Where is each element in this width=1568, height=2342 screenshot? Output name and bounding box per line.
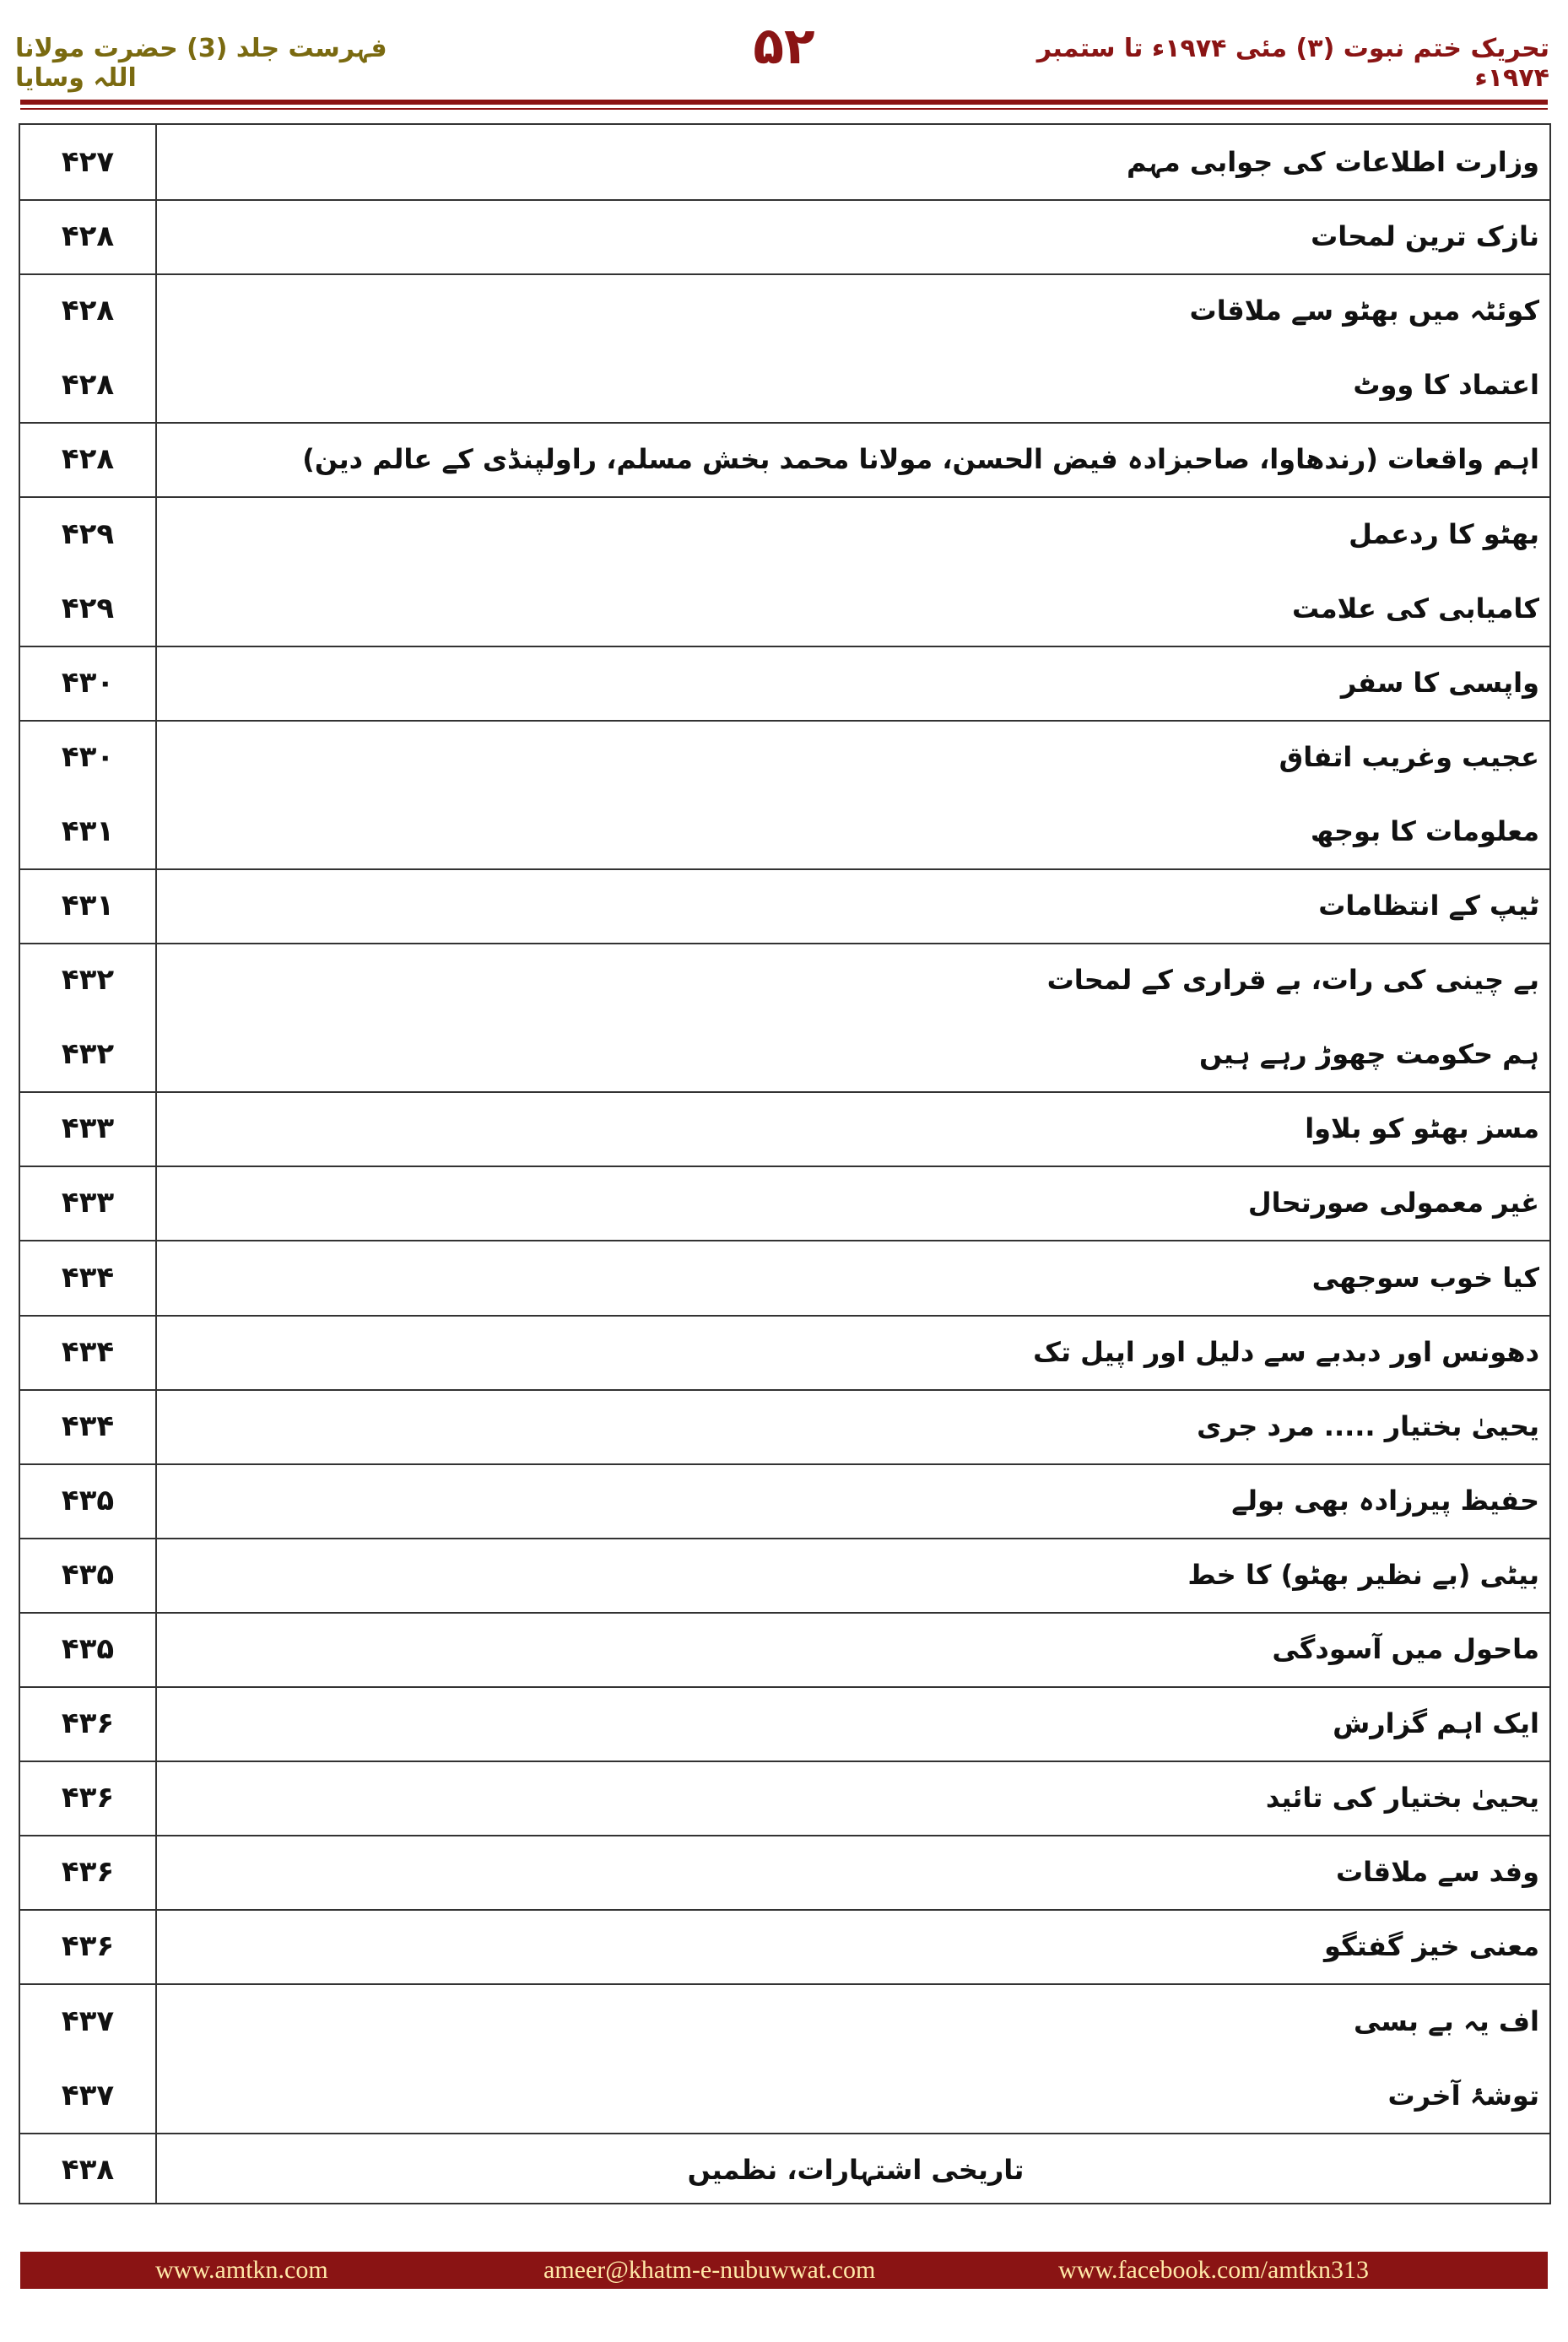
toc-entry-title: ہم حکومت چھوڑ رہے ہیں <box>1198 1038 1539 1071</box>
toc-entry-title: عجیب وغریب اتفاق <box>1279 740 1539 773</box>
toc-row <box>20 348 1549 424</box>
toc-row <box>20 1612 1549 1688</box>
toc-entry-title: یحییٰ بختیار کی تائید <box>1265 1782 1539 1815</box>
toc-entry-page: ۴۳۵ <box>61 1557 115 1592</box>
toc-entry-title: تاریخی اشتہارات، نظمیں <box>687 2153 1025 2186</box>
toc-entry-page: ۴۲۸ <box>61 442 115 477</box>
toc-row <box>20 1017 1549 1093</box>
toc-entry-page: ۴۳۷ <box>61 2004 115 2038</box>
toc-entry-title: ٹیپ کے انتظامات <box>1318 890 1539 922</box>
toc-entry-page: ۴۳۸ <box>61 2152 115 2187</box>
toc-row <box>20 1389 1549 1465</box>
toc-row <box>20 720 1549 794</box>
toc-row <box>20 646 1549 722</box>
toc-entry-title: توشۂ آخرت <box>1387 2079 1539 2112</box>
toc-entry-page: ۴۲۸ <box>61 294 115 328</box>
toc-entry-title: بیٹی (بے نظیر بھٹو) کا خط <box>1187 1558 1539 1591</box>
toc-entry-page: ۴۳۷ <box>61 2078 115 2112</box>
toc-entry-title: دھونس اور دبدبے سے دلیل اور اپیل تک <box>1033 1335 1539 1368</box>
toc-entry-page: ۴۳۴ <box>61 1334 115 1369</box>
table-of-contents <box>19 123 1551 2204</box>
header-rule-thick <box>20 100 1548 105</box>
toc-entry-page: ۴۳۵ <box>61 1483 115 1517</box>
toc-entry-page: ۴۳۴ <box>61 1260 115 1295</box>
toc-entry-page: ۴۳۰ <box>61 739 115 774</box>
toc-entry-title: بے چینی کی رات، بے قراری کے لمحات <box>1046 964 1539 997</box>
toc-entry-title: حفیظ پیرزادہ بھی بولے <box>1231 1484 1539 1517</box>
toc-row <box>20 1463 1549 1539</box>
toc-row <box>20 1241 1549 1317</box>
toc-entry-page: ۴۳۶ <box>61 1929 115 1964</box>
toc-entry-title: اہم واقعات (رندھاوا، صاحبزادہ فیض الحسن، مولانا محمد بخش مسلم، راولپنڈی کے عالم دین) <box>302 443 1539 476</box>
toc-entry-page: ۴۳۵ <box>61 1632 115 1666</box>
toc-row <box>20 868 1549 944</box>
toc-row <box>20 2133 1549 2207</box>
toc-entry-page: ۴۲۷ <box>61 145 115 179</box>
book-title: تحریک ختم نبوت (۳) مئی ۱۹۷۴ء تا ستمبر ۱۹۷۴ء <box>1036 34 1549 93</box>
toc-row <box>20 1909 1549 1985</box>
page-number: ۵۲ <box>753 17 815 76</box>
page-footer <box>20 2252 1548 2289</box>
toc-row <box>20 1835 1549 1911</box>
toc-entry-title: یحییٰ بختیار ..... مرد جری <box>1197 1409 1539 1442</box>
toc-entry-title: وزارت اطلاعات کی جوابی مہم <box>1127 146 1539 178</box>
toc-row <box>20 497 1549 571</box>
toc-entry-title: معلومات کا بوجھ <box>1310 814 1539 847</box>
toc-row <box>20 1538 1549 1614</box>
toc-entry-title: بھٹو کا ردعمل <box>1349 517 1539 550</box>
toc-entry-page: ۴۳۰ <box>61 665 115 700</box>
toc-entry-page: ۴۳۴ <box>61 1409 115 1443</box>
toc-entry-page: ۴۳۲ <box>61 963 115 998</box>
toc-entry-page: ۴۳۳ <box>61 1186 115 1220</box>
toc-row <box>20 199 1549 275</box>
toc-row <box>20 2058 1549 2134</box>
email-link[interactable]: ameer@khatm-e-nubuwwat.com <box>543 2256 876 2284</box>
toc-entry-title: واپسی کا سفر <box>1340 666 1539 699</box>
toc-entry-page: ۴۳۱ <box>61 889 115 922</box>
toc-entry-title: کامیابی کی علامت <box>1291 592 1539 625</box>
toc-entry-page: ۴۳۳ <box>61 1112 115 1146</box>
toc-entry-page: ۴۲۹ <box>61 517 115 551</box>
toc-entry-page: ۴۳۲ <box>61 1037 115 1072</box>
toc-entry-title: اعتماد کا ووٹ <box>1353 369 1539 402</box>
toc-entry-title: کیا خوب سوجھی <box>1311 1261 1539 1294</box>
toc-entry-page: ۴۲۹ <box>61 591 115 625</box>
toc-entry-title: نازک ترین لمحات <box>1311 220 1539 253</box>
toc-entry-page: ۴۳۶ <box>61 1781 115 1815</box>
toc-row <box>20 422 1549 498</box>
toc-row <box>20 1166 1549 1241</box>
volume-index-title: فہرست جلد (3) حضرت مولانا اللہ وسایا <box>15 34 387 93</box>
toc-entry-title: وفد سے ملاقات <box>1335 1856 1539 1889</box>
toc-row <box>20 125 1549 201</box>
toc-entry-page: ۴۲۸ <box>61 368 115 403</box>
header-rule-thin <box>20 108 1548 110</box>
toc-row <box>20 1761 1549 1836</box>
website-link[interactable]: www.amtkn.com <box>155 2256 328 2284</box>
toc-entry-page: ۴۳۶ <box>61 1855 115 1890</box>
toc-row <box>20 794 1549 870</box>
toc-entry-page: ۴۳۱ <box>61 814 115 848</box>
page-header <box>0 0 1568 105</box>
toc-entry-title: اف یہ بے بسی <box>1353 2004 1539 2037</box>
toc-entry-title: ایک اہم گزارش <box>1333 1707 1539 1740</box>
toc-row <box>20 943 1549 1017</box>
toc-entry-page: ۴۳۶ <box>61 1706 115 1741</box>
toc-row <box>20 1984 1549 2058</box>
toc-entry-title: غیر معمولی صورتحال <box>1247 1187 1539 1220</box>
toc-row <box>20 1091 1549 1167</box>
facebook-link[interactable]: www.facebook.com/amtkn313 <box>1058 2256 1369 2284</box>
toc-row <box>20 273 1549 348</box>
toc-entry-page: ۴۲۸ <box>61 219 115 254</box>
toc-row <box>20 1686 1549 1762</box>
toc-entry-title: کوئٹہ میں بھٹو سے ملاقات <box>1189 295 1539 327</box>
toc-row <box>20 1315 1549 1391</box>
toc-entry-title: مسز بھٹو کو بلاوا <box>1305 1112 1539 1145</box>
toc-row <box>20 571 1549 647</box>
toc-entry-title: معنی خیز گفتگو <box>1324 1930 1539 1963</box>
toc-entry-title: ماحول میں آسودگی <box>1272 1633 1539 1665</box>
